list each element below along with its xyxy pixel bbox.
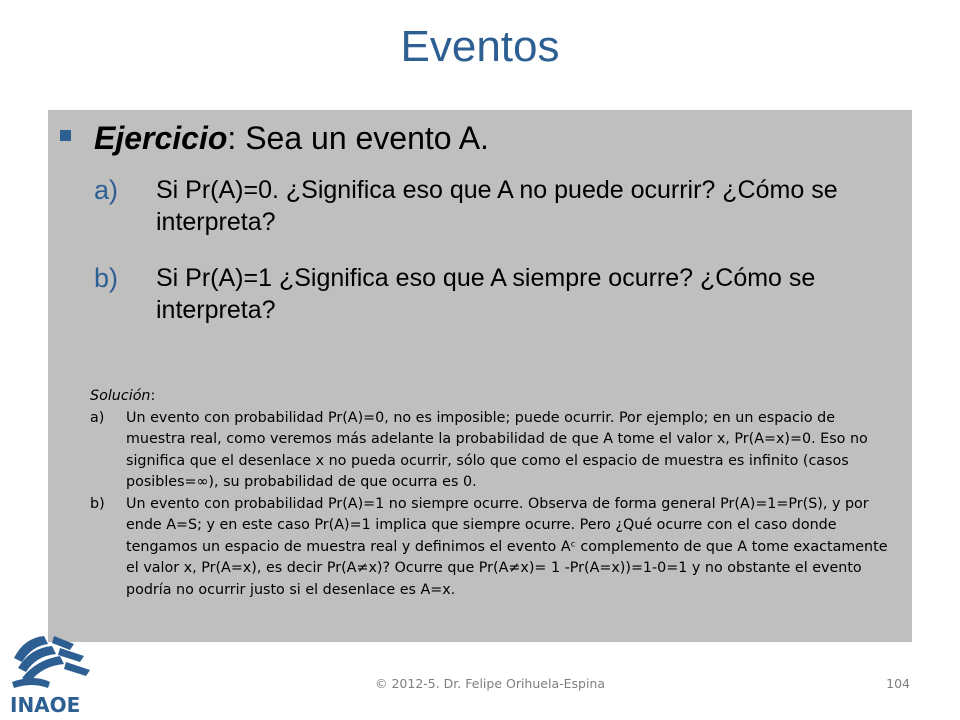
logo-text: INAOE [10, 693, 81, 717]
inaoe-logo-icon [4, 618, 96, 718]
solution-block [90, 386, 890, 601]
exercise-text: : Sea un evento A. [227, 120, 489, 156]
solution-heading-colon: : [150, 388, 156, 404]
solution-marker: b) [90, 495, 105, 512]
page-number: 104 [886, 676, 910, 691]
square-bullet-icon [60, 130, 71, 141]
subitem-marker: b) [94, 263, 119, 293]
solution-heading-label: Solución [90, 388, 151, 404]
main-bullet-text [94, 120, 489, 157]
slide-title: Eventos [400, 22, 560, 71]
subitem-marker: a) [94, 175, 119, 205]
subitem-text: Si Pr(A)=0. ¿Significa eso que A no puede ocurrir? ¿Cómo se interpreta? [156, 176, 838, 236]
solution-text: Un evento con probabilidad Pr(A)=1 no siempre ocurre. Observa de forma general Pr(A)=1=Pr(S), y por ende A=S; y en este caso Pr(A)=1 implica que siempre ocurre. Pero ¿Qué ocurre con el caso donde tengamos un espacio de muestra real y definimos el evento Aᶜ complemento de que A tome exactamente el valor x, Pr(A=x), es decir Pr(A≠x)? Ocurre que Pr(A≠x)= 1 -Pr(A=x))=1-0=1 y no obstante el evento podría no ocurrir justo si el desenlace es A=x. [126, 495, 888, 598]
subitem-text: Si Pr(A)=1 ¿Significa eso que A siempre ocurre? ¿Cómo se interpreta? [156, 264, 816, 324]
solution-text: Un evento con probabilidad Pr(A)=0, no es imposible; puede ocurrir. Por ejemplo; en un espacio de muestra real, como veremos más adelante la probabilidad de que A tome el valor x, Pr(A=x)=0. Eso no significa que el desenlace x no pueda ocurrir, sólo que como el espacio de muestra es infinito (casos posibles=∞), su probabilidad de que ocurra es 0. [126, 409, 868, 490]
solution-heading [90, 386, 890, 408]
solution-item-b [90, 494, 890, 602]
footer-copyright: © 2012-5. Dr. Felipe Orihuela-Espina [374, 676, 606, 691]
solution-marker: a) [90, 409, 105, 426]
exercise-label: Ejercicio [94, 120, 228, 156]
solution-item-a [90, 408, 890, 494]
